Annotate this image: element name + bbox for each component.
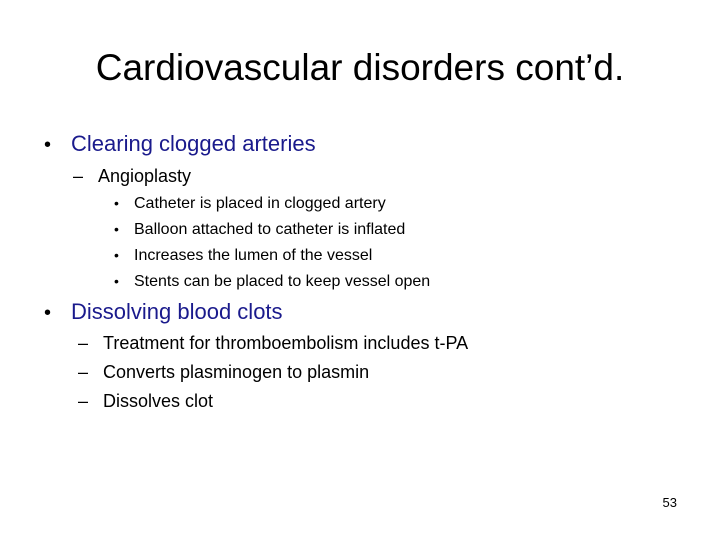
bullet-heading: Dissolving blood clots: [71, 299, 283, 324]
bullet-icon: •: [114, 247, 119, 263]
point-stents: [114, 270, 430, 293]
bullet-icon: •: [114, 273, 119, 289]
dash-icon: –: [78, 333, 89, 353]
subitem-text: Treatment for thromboembolism includes t-PA: [103, 333, 469, 353]
point-lumen: [114, 244, 372, 267]
point-balloon: [114, 218, 405, 241]
subitem-angioplasty: [73, 164, 191, 188]
dash-icon: –: [78, 362, 89, 382]
bullet-icon: •: [44, 134, 52, 156]
dash-icon: –: [73, 166, 84, 186]
page-number: 53: [662, 495, 677, 510]
bullet-icon: •: [44, 302, 52, 324]
point-text: Balloon attached to catheter is inflated: [134, 221, 406, 238]
point-text: Stents can be placed to keep vessel open: [134, 273, 431, 290]
subitem-dissolves: [78, 389, 213, 413]
point-catheter: [114, 192, 386, 215]
slide-title: Cardiovascular disorders cont’d.: [95, 47, 625, 88]
bullet-icon: •: [114, 221, 119, 237]
subitem-converts: [78, 360, 369, 384]
bullet-heading: Clearing clogged arteries: [71, 131, 316, 156]
bullet-clearing-clogged-arteries: [44, 130, 316, 159]
bullet-icon: •: [114, 195, 119, 211]
point-text: Increases the lumen of the vessel: [134, 247, 373, 264]
bullet-dissolving-blood-clots: [44, 298, 283, 327]
subitem-text: Dissolves clot: [103, 391, 214, 411]
dash-icon: –: [78, 391, 89, 411]
subitem-treatment: [78, 331, 468, 355]
point-text: Catheter is placed in clogged artery: [134, 195, 386, 212]
subitem-text: Converts plasminogen to plasmin: [103, 362, 370, 382]
subitem-text: Angioplasty: [98, 166, 192, 186]
